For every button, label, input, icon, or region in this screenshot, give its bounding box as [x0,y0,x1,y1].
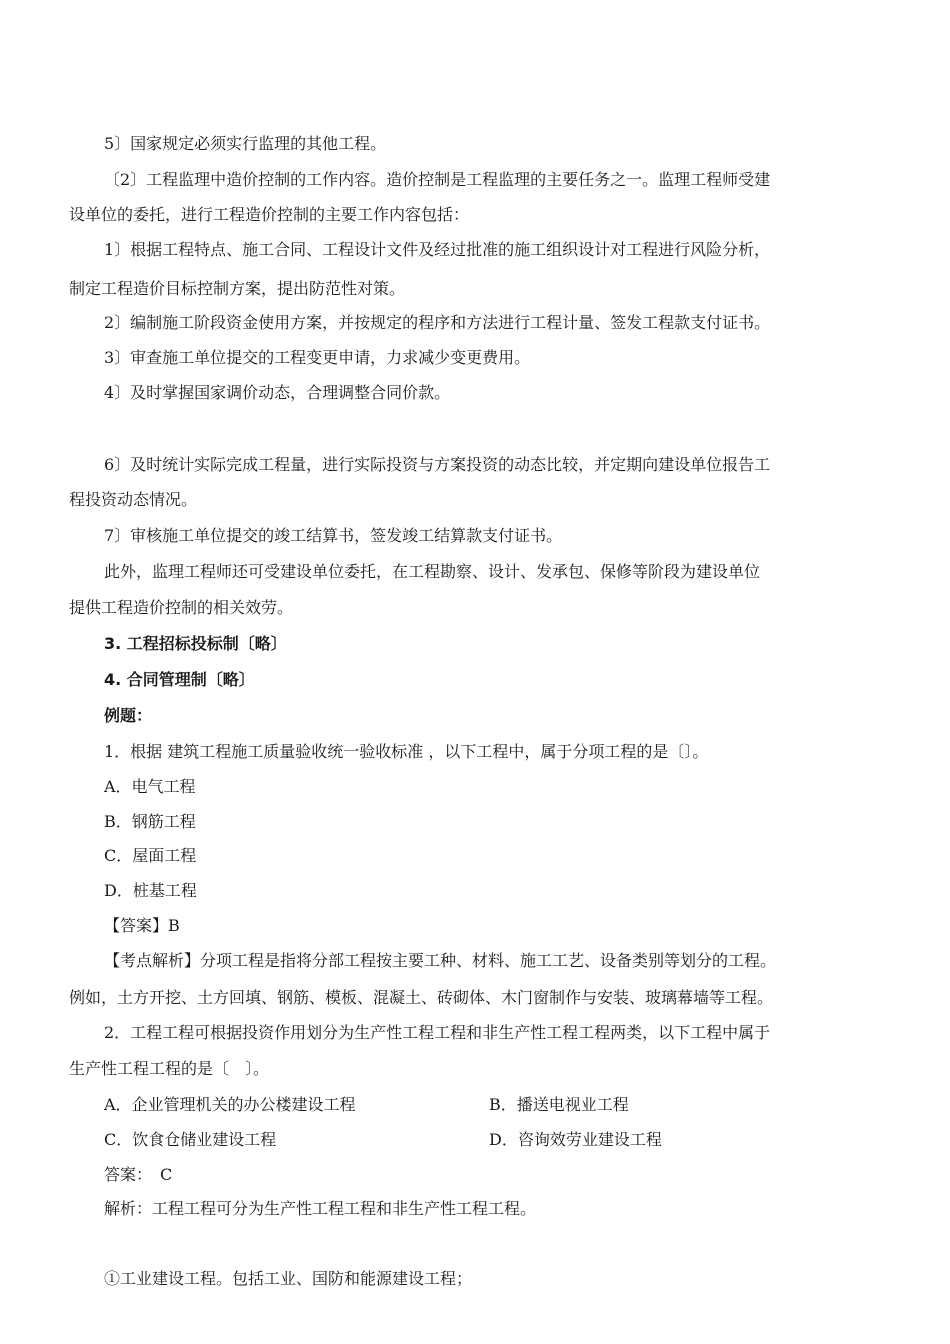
cost-item-2: 2〕编制施工阶段资金使用方案，并按规定的程序和方法进行工程计量、签发工程款支付证书。 [104,313,771,332]
question-2-line-1: 2．工程工程可根据投资作用划分为生产性工程工程和非生产性工程工程两类，以下工程中属于 [104,1023,771,1042]
question-2-option-c: C．饮食仓储业建设工程 [104,1130,277,1149]
section-2-line-1: 〔2〕工程监理中造价控制的工作内容。造价控制是工程监理的主要任务之一。监理工程师受建 [104,170,771,189]
cost-item-6-line-2: 程投资动态情况。 [69,490,198,509]
examples-label: 例题： [104,706,153,725]
extra-line-2: 提供工程造价控制的相关效劳。 [69,598,294,617]
question-1-option-d: D．桩基工程 [104,881,197,900]
question-1-explanation-line-1: 【考点解析】分项工程是指将分部工程按主要工种、材料、施工工艺、设备类别等划分的工程。 [104,951,777,970]
question-1-option-b: B．钢筋工程 [104,812,196,831]
cost-item-4: 4〕及时掌握国家调价动态，合理调整合同价款。 [104,383,451,402]
question-2-line-2: 生产性工程工程的是〔 〕。 [69,1059,270,1078]
heading-4: 4. 合同管理制〔略〕 [104,670,255,689]
heading-3: 3. 工程招标投标制〔略〕 [104,634,287,653]
cost-item-3: 3〕审查施工单位提交的工程变更申请，力求减少变更费用。 [104,348,531,367]
cost-item-1-line-1: 1〕根据工程特点、施工合同、工程设计文件及经过批准的施工组织设计对工程进行风险分析， [104,240,771,259]
question-2-option-b: B．播送电视业工程 [489,1095,629,1114]
extra-line-1: 此外，监理工程师还可受建设单位委托，在工程勘察、设计、发承包、保修等阶段为建设单位 [104,562,761,581]
item-5: 5〕国家规定必须实行监理的其他工程。 [104,134,387,153]
question-2-answer: 答案： C [104,1165,173,1184]
question-2-option-a: A．企业管理机关的办公楼建设工程 [104,1095,356,1114]
cost-item-7: 7〕审核施工单位提交的竣工结算书，签发竣工结算款支付证书。 [104,526,563,545]
question-1-option-c: C．屋面工程 [104,846,197,865]
question-2-option-d: D．咨询效劳业建设工程 [489,1130,662,1149]
question-1-option-a: A．电气工程 [104,777,196,796]
question-1-explanation-line-2: 例如，土方开挖、土方回填、钢筋、模板、混凝土、砖砌体、木门窗制作与安装、玻璃幕墙等工程。 [69,988,774,1007]
section-2-line-2: 设单位的委托，进行工程造价控制的主要工作内容包括： [69,205,470,224]
question-2-explanation: 解析：工程工程可分为生产性工程工程和非生产性工程工程。 [104,1199,537,1218]
cost-item-6-line-1: 6〕及时统计实际完成工程量，进行实际投资与方案投资的动态比较，并定期向建设单位报告工 [104,455,771,474]
question-1-answer: 【答案】B [104,916,180,935]
question-1: 1．根据 建筑工程施工质量验收统一验收标准 ，以下工程中，属于分项工程的是〔〕。 [104,742,709,761]
question-2-point-1: ①工业建设工程。包括工业、国防和能源建设工程； [104,1269,473,1288]
cost-item-1-line-2: 制定工程造价目标控制方案，提出防范性对策。 [69,279,406,298]
